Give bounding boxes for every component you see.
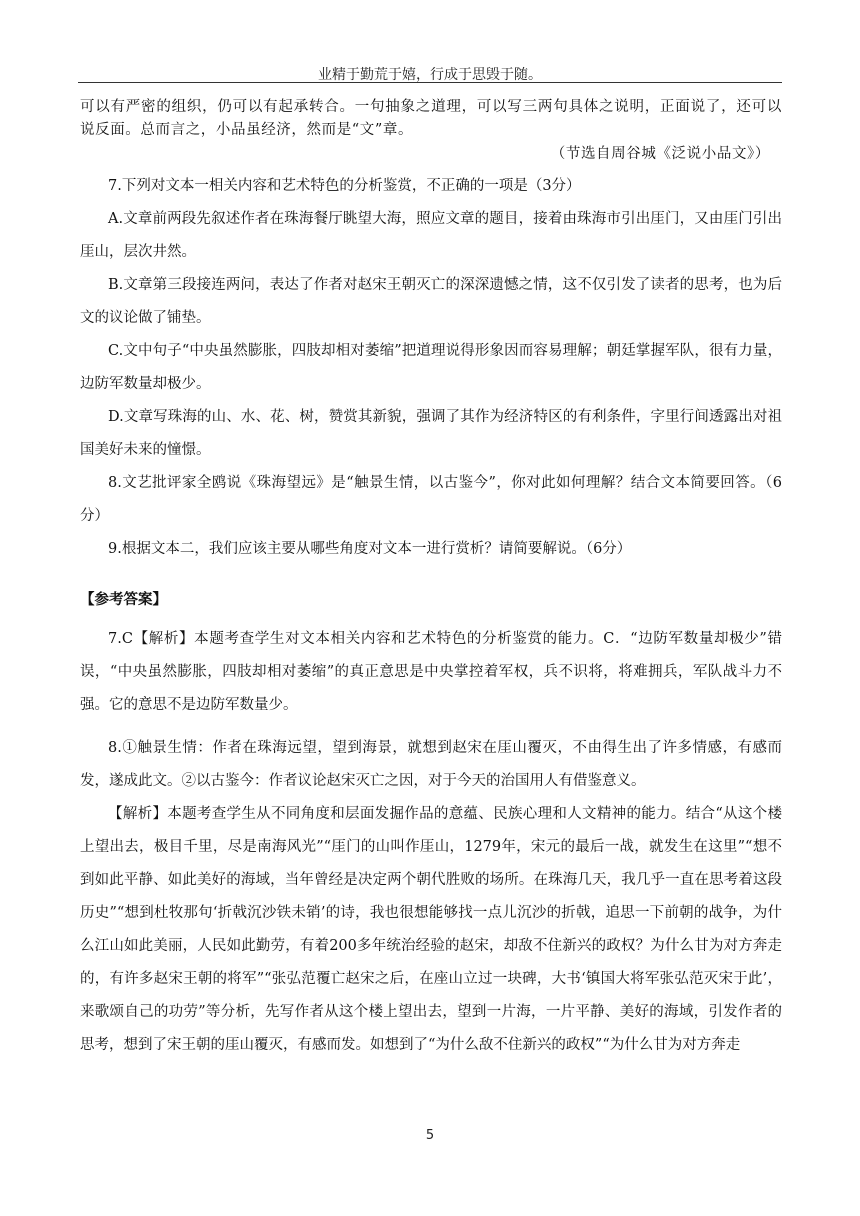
question-7: 7.下列对文本一相关内容和艺术特色的分析鉴赏，不正确的一项是（3分）: [108, 178, 581, 194]
header-divider: [78, 82, 782, 83]
answers-title: 【参考答案】: [80, 592, 167, 608]
question-9: 9.根据文本二，我们应该主要从哪些角度对文本一进行赏析？请简要解说。（6分）: [108, 541, 632, 557]
page-header-motto: 业精于勤荒于嬉，行成于思毁于随。: [318, 67, 542, 83]
option-a: A.文章前两段先叙述作者在珠海餐厅眺望大海，照应文章的题目，接着由珠海市引出厓门，又由厓门引出厓山，层次井然。: [80, 211, 782, 260]
page-number: 5: [425, 1128, 435, 1143]
option-c: C.文中句子“中央虽然膨胀，四肢却相对萎缩”把道理说得形象因而容易理解；朝廷掌握军队，很有力量，边防军数量却极少。: [80, 343, 782, 392]
option-d: D.文章写珠海的山、水、花、树，赞赏其新貌，强调了其作为经济特区的有利条件，字里行间透露出对祖国美好未来的憧憬。: [80, 409, 782, 458]
question-8: 8.文艺批评家全鸥说《珠海望远》是“触景生情，以古鉴今”，你对此如何理解？结合文本简要回答。（6分）: [80, 475, 782, 524]
passage-text: 可以有严密的组织，仍可以有起承转合。一句抽象之道理，可以写三两句具体之说明，正面说了，还可以说反面。总而言之，小品虽经济，然而是“文”章。: [80, 99, 782, 138]
answer-8: 8.①触景生情：作者在珠海远望，望到海景，就想到赵宋在厓山覆灭，不由得生出了许多情感，有感而发，遂成此文。②以古鉴今：作者议论赵宋灭亡之因，对于今天的治国用人有借鉴意义。: [80, 740, 782, 789]
option-b: B.文章第三段接连两问，表达了作者对赵宋王朝灭亡的深深遗憾之情，这不仅引发了读者的思考，也为后文的议论做了铺垫。: [80, 277, 782, 326]
page-content: [80, 96, 782, 1062]
answer-8-analysis: 【解析】本题考查学生从不同角度和层面发掘作品的意蕴、民族心理和人文精神的能力。结合“从这个楼上望出去，极目千里，尽是南海风光”“厓门的山叫作厓山，1279年，宋元的最后一战，就发生在这里”“想不到如此平静、如此美好的海域，当年曾经是决定两个朝代胜败的场所。在珠海几天，我几乎一直在思考着这段历史”“想到杜牧那句‘折戟沉沙铁未销’的诗，我也很想能够找一点儿沉沙的折戟，追思一下前朝的战争，为什么江山如此美丽，人民如此勤劳，有着200多年统治经验的赵宋，却敌不住新兴的政权？为什么甘为对方奔走的，有许多赵宋王朝的将军”“张弘范覆亡赵宋之后，在座山立过一块碑，大书‘镇国大将军张弘范灭宋于此’，来歌颂自己的功劳”等分析，先写作者从这个楼上望出去，望到一片海，一片平静、美好的海域，引发作者的思考，想到了宋王朝的厓山覆灭，有感而发。如想到了“为什么敌不住新兴的政权”“为什么甘为对方奔走: [80, 806, 782, 1053]
answer-7: 7.C【解析】本题考查学生对文本相关内容和艺术特色的分析鉴赏的能力。C．“边防军数量却极少”错误，“中央虽然膨胀，四肢却相对萎缩”的真正意思是中央掌控着军权，兵不识将，将难拥兵，军队战斗力不强。它的意思不是边防军数量少。: [80, 631, 782, 713]
passage-source: （节选自周谷城《泛说小品文》）: [550, 146, 770, 162]
